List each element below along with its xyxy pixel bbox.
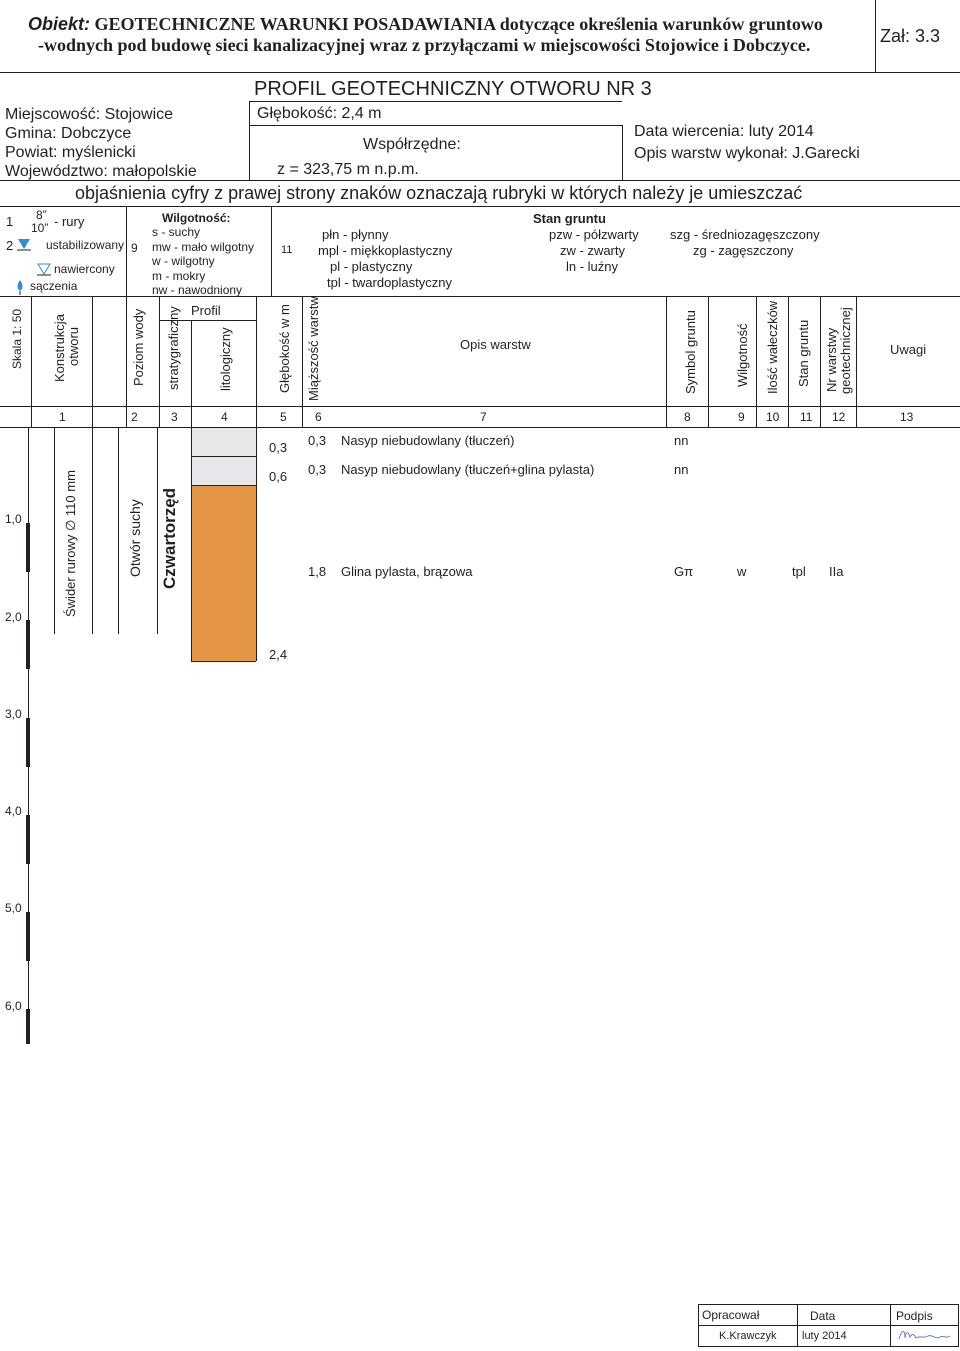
moisture-item: mw - mało wilgotny xyxy=(152,239,255,254)
col-num: 4 xyxy=(221,410,228,424)
state-item: zg - zagęszczony xyxy=(693,243,794,258)
state-title: Stan gruntu xyxy=(533,211,606,226)
object-label: Obiekt: xyxy=(28,14,91,34)
lithology-fill-fill-2 xyxy=(192,457,256,485)
scale-bar xyxy=(26,912,30,961)
col-thickness: Miąższość warstw xyxy=(306,296,321,401)
layer-depth: 2,4 xyxy=(269,647,288,662)
state-item: ln - luźny xyxy=(566,259,619,274)
col-num: 12 xyxy=(832,410,846,424)
col-moisture: Wilgotność xyxy=(735,323,750,387)
layer-number: IIa xyxy=(829,564,844,579)
scale-label: 4,0 xyxy=(5,804,22,818)
col-num: 8 xyxy=(684,410,691,424)
scale-bar xyxy=(26,620,30,669)
col-num: 9 xyxy=(738,410,745,424)
col-num: 2 xyxy=(131,410,138,424)
col-num: 1 xyxy=(59,410,66,424)
drilled-label: nawiercony xyxy=(54,262,115,276)
col-num: 5 xyxy=(280,410,287,424)
scale-bar xyxy=(26,523,30,572)
state-list-2 xyxy=(670,227,820,259)
layer-symbol: Gπ xyxy=(674,564,694,579)
state-list-1 xyxy=(549,227,639,275)
footer-date-label: Data xyxy=(810,1309,836,1323)
scale-label: 6,0 xyxy=(5,999,22,1013)
profile-depth: Głębokość: 2,4 m xyxy=(257,105,382,122)
layer-thickness: 1,8 xyxy=(308,564,327,579)
wojewodztwo: Województwo: małopolskie xyxy=(5,163,197,180)
layer-thickness: 0,3 xyxy=(308,462,327,477)
scale-bar xyxy=(26,815,30,864)
col-layer-1: Nr warstwy xyxy=(824,327,839,392)
location-block xyxy=(5,105,197,181)
consistency-item: płn - płynny xyxy=(322,227,389,242)
stratigraphy-label: Czwartorzęd xyxy=(160,487,179,589)
col-construction-1: Konstrukcja xyxy=(52,314,67,382)
footer-signature-label: Podpis xyxy=(896,1309,933,1323)
layer-depth: 0,3 xyxy=(269,440,288,455)
legend-n2: 2 xyxy=(6,238,14,253)
consistency-item: pl - plastyczny xyxy=(330,259,413,274)
scale-label: 3,0 xyxy=(5,707,22,721)
scale-bar xyxy=(26,718,30,767)
col-depth: Głębokość w m xyxy=(277,304,292,393)
explanation-note: objaśnienia cyfry z prawej strony znaków oznaczają rubryki w których należy je umieszczać xyxy=(75,183,803,203)
scale-label: 1,0 xyxy=(5,512,22,526)
col-stratigraphic: stratygraficzny xyxy=(166,306,181,390)
footer-date: luty 2014 xyxy=(802,1330,847,1342)
profile-title: PROFIL GEOTECHNICZNY OTWORU NR 3 xyxy=(254,78,652,100)
miejscowosc: Miejscowość: Stojowice xyxy=(5,106,174,123)
col-description: Opis warstw xyxy=(460,337,531,352)
legend-n9: 9 xyxy=(131,241,138,255)
footer-prepared-label: Opracował xyxy=(702,1308,760,1322)
powiat: Powiat: myślenicki xyxy=(5,144,136,161)
attachment-number: Zał: 3.3 xyxy=(880,26,941,46)
lithology-fill-clay xyxy=(192,486,256,661)
col-water: Poziom wody xyxy=(131,308,146,386)
col-layer-2: geotechnicznej xyxy=(838,307,853,394)
moisture-item: nw - nawodniony xyxy=(152,283,243,297)
column-numbers xyxy=(0,410,960,426)
pipe-label: - rury xyxy=(54,214,85,229)
drilled-water-icon xyxy=(37,262,51,276)
col-state: Stan gruntu xyxy=(796,319,811,387)
scale-label: 5,0 xyxy=(5,901,22,915)
moisture-item: m - mokry xyxy=(152,268,206,283)
object-title xyxy=(28,14,878,56)
object-line1: GEOTECHNICZNE WARUNKI POSADAWIANIA dotyczące określenia warunków gruntowo xyxy=(94,14,823,34)
layer-description: Nasyp niebudowlany (tłuczeń) xyxy=(341,433,515,448)
col-num: 3 xyxy=(171,410,178,424)
auger-label: Świder rurowy ∅ 110 mm xyxy=(63,470,78,617)
col-rollers: Ilość wałeczków xyxy=(765,300,780,394)
layer-moisture: w xyxy=(737,564,747,579)
layer-depth: 0,6 xyxy=(269,469,288,484)
seepage-drop-icon xyxy=(14,279,26,295)
drilling-date: Data wiercenia: luty 2014 xyxy=(634,123,814,140)
col-scale: Skala 1: 50 xyxy=(10,308,24,369)
state-item: zw - zwarty xyxy=(560,243,625,258)
stabilized-water-icon xyxy=(17,237,31,251)
layer-symbol: nn xyxy=(674,462,689,477)
stabilized-label: ustabilizowany xyxy=(46,238,125,252)
seepage-label: sączenia xyxy=(30,279,78,293)
water-status: Otwór suchy xyxy=(127,499,143,577)
legend-n11: 11 xyxy=(281,244,293,256)
layer-description: Glina pylasta, brązowa xyxy=(341,564,473,579)
layer-description: Nasyp niebudowlany (tłuczeń+glina pylasta) xyxy=(341,462,595,477)
moisture-item: s - suchy xyxy=(152,225,201,239)
scale-bar xyxy=(26,1009,30,1044)
layer-state: tpl xyxy=(792,564,806,579)
state-item: pzw - półzwarty xyxy=(549,227,639,242)
col-lithologic: litologiczny xyxy=(218,327,233,391)
layer-symbol: nn xyxy=(674,433,689,448)
pipe-denominator: 10” xyxy=(31,221,49,235)
layer-thickness: 0,3 xyxy=(308,433,327,448)
col-num: 7 xyxy=(480,410,487,424)
col-symbol: Symbol gruntu xyxy=(683,310,698,394)
moisture-title: Wilgotność: xyxy=(162,211,231,225)
col-num: 11 xyxy=(800,410,813,424)
col-num: 6 xyxy=(315,410,322,424)
state-item: szg - średniozagęszczony xyxy=(670,227,820,242)
col-construction-2: otworu xyxy=(66,326,81,366)
drilling-author: Opis warstw wykonał: J.Garecki xyxy=(634,145,860,162)
col-remarks: Uwagi xyxy=(890,342,927,357)
moisture-list xyxy=(152,225,254,298)
consistency-item: mpl - miękkoplastyczny xyxy=(318,243,453,258)
col-num: 10 xyxy=(766,410,780,424)
legend-n1: 1 xyxy=(6,214,14,229)
gmina: Gmina: Dobczyce xyxy=(5,125,132,142)
footer-author: K.Krawczyk xyxy=(719,1330,777,1342)
scale-label: 2,0 xyxy=(5,610,22,624)
pipe-numerator: 8” xyxy=(36,208,47,222)
coords-label: Współrzędne: xyxy=(363,136,461,153)
col-num: 13 xyxy=(900,410,914,424)
signature-scribble-icon xyxy=(896,1327,952,1345)
moisture-item: w - wilgotny xyxy=(152,254,215,268)
col-profil: Profil xyxy=(191,303,221,318)
consistency-list xyxy=(318,227,452,291)
consistency-item: tpl - twardoplastyczny xyxy=(327,275,452,290)
lithology-fill-fill-1 xyxy=(192,428,256,456)
ordinate: z = 323,75 m n.p.m. xyxy=(277,161,419,178)
object-line2: -wodnych pod budowę sieci kanalizacyjnej wraz z przyłączami w miejscowości Stojowice i Dobczyce. xyxy=(38,35,811,55)
